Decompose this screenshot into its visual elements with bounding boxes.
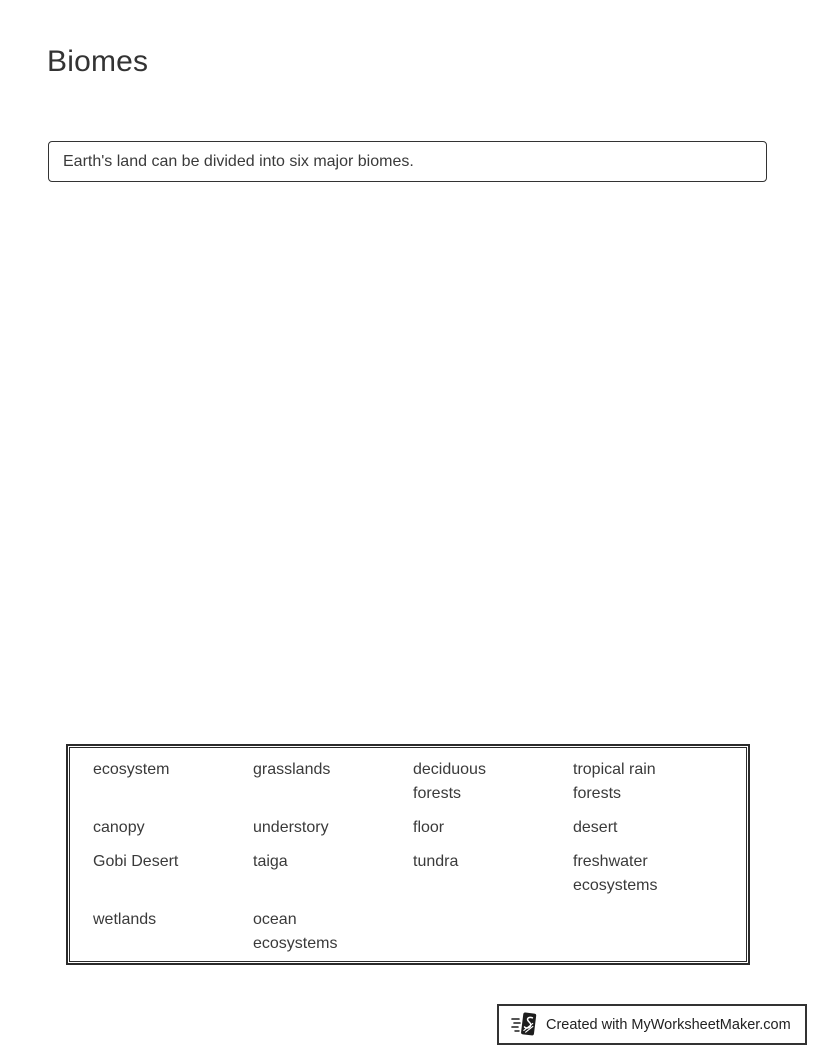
word-bank-grid bbox=[93, 758, 746, 956]
word-bank bbox=[66, 744, 750, 965]
word-bank-term: understory bbox=[253, 819, 329, 836]
word-bank-term: grasslands bbox=[253, 761, 331, 778]
word-bank-term: taiga bbox=[253, 853, 288, 870]
word-bank-term: freshwater ecosystems bbox=[573, 853, 658, 894]
instruction-box bbox=[48, 141, 767, 182]
word-bank-term: Gobi Desert bbox=[93, 853, 179, 870]
word-bank-term: ecosystem bbox=[93, 761, 170, 778]
word-bank-term: canopy bbox=[93, 819, 145, 836]
word-bank-term: deciduous forests bbox=[413, 761, 486, 802]
credit-badge bbox=[497, 1004, 807, 1045]
word-bank-term: floor bbox=[413, 819, 445, 836]
flying-worksheet-icon bbox=[511, 1010, 539, 1040]
word-bank-term: ocean ecosystems bbox=[253, 911, 338, 952]
word-bank-inner-border bbox=[69, 747, 747, 962]
word-bank-term: desert bbox=[573, 819, 618, 836]
word-bank-term: tundra bbox=[413, 853, 459, 870]
instruction-text: Earth's land can be divided into six major biomes. bbox=[63, 152, 414, 170]
word-bank-term: wetlands bbox=[93, 911, 157, 928]
word-bank-term: tropical rain forests bbox=[573, 761, 656, 802]
credit-text: Created with MyWorksheetMaker.com bbox=[546, 1016, 791, 1033]
page-title: Biomes bbox=[47, 45, 149, 78]
